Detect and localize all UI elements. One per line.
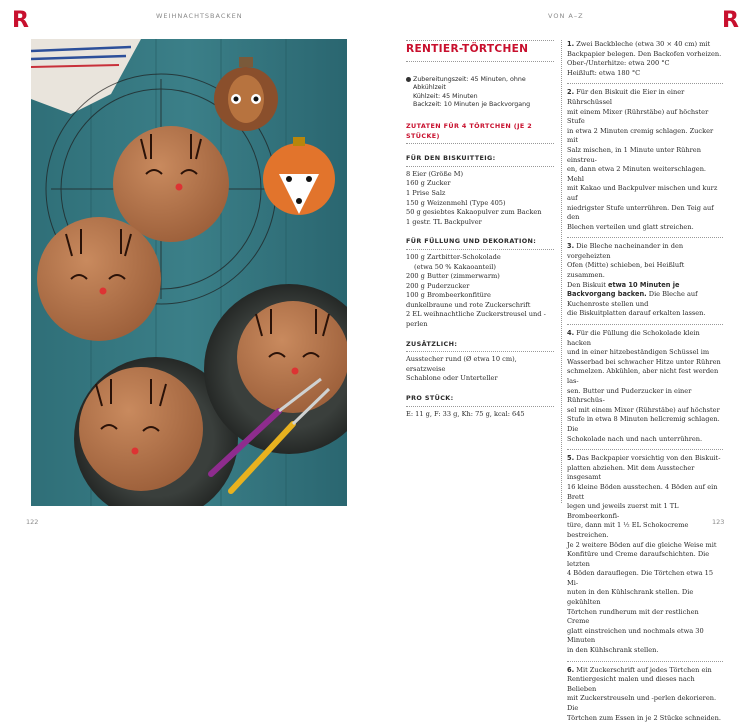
page-number-left: 122: [26, 518, 39, 526]
step-5: 5. Das Backpapier vorsichtig von den Biskuit- platten abziehen. Mit dem Ausstecher insgesamt 16 kleine Böden ausstechen. 4 Böden auf ein Brett legen und jeweils zuerst mit 1 TL Brombeerkonfi- türe, dann mit 1 ½ EL Schokocreme bestreichen. Je 2 weitere Böden auf die gleiche Weise mit Konfitüre und Creme daraufschichten. Die letzten 4 Böden darauflegen. Die Törtchen etwa 15 Mi- nuten in den Kühlschrank stellen. Die gekühlten Törtchen rundherum mit der restlichen Creme glatt einstreichen und nochmals etwa 30 Minuten in den Kühlschrank stellen.: [567, 450, 723, 661]
nutrition-info: [406, 410, 554, 420]
list-item: 1 Prise Salz: [406, 188, 446, 197]
biscuit-heading: FÜR DEN BISKUITTEIG:: [406, 154, 554, 167]
running-header-left: WEIHNACHTSBACKEN: [156, 12, 243, 20]
filling-heading: FÜR FÜLLUNG UND DEKORATION:: [406, 237, 554, 250]
list-item: 1 gestr. TL Backpulver: [406, 217, 482, 226]
cake-bottom: [79, 367, 203, 491]
step-3: 3. Die Bleche nacheinander in den vorgeheizten Ofen (Mitte) schieben, bei Heißluft zusammen. Den Biskuit etwa 10 Minuten je Backvorgang backen. Die Bleche auf Kuchenroste stellen und die Biskuitplatten darauf erkalten lassen.: [567, 238, 723, 325]
prep-time: Zubereitungszeit: 45 Minuten, ohne Abkühlzeit: [413, 75, 526, 92]
baking-time: Backzeit: 10 Minuten je Backvorgang: [413, 101, 531, 109]
cooling-time: Kühlzeit: 45 Minuten: [413, 92, 478, 100]
list-item: 160 g Zucker: [406, 179, 451, 188]
cake-right: [237, 301, 347, 413]
list-item: 150 g Weizenmehl (Type 405): [406, 198, 506, 207]
step-2: 2. Für den Biskuit die Eier in einer Rührschüssel mit einem Mixer (Rührstäbe) auf höchster Stufe in etwa 2 Minuten cremig schlagen. Zucker mit Salz mischen, in 1 Minute unter Rühren einstreu- en, dann etwa 2 Minuten weiterschlagen. Mehl mit Kakao und Backpulver mischen und kurz auf niedrigster Stufe unterrühren. Den Teig auf den Blechen verteilen und glatt streichen.: [567, 84, 723, 238]
list-item: Ausstecher rund (Ø etwa 10 cm), ersatzweise: [406, 355, 517, 373]
steps-column: [567, 40, 723, 728]
list-item: 8 Eier (Größe M): [406, 169, 464, 178]
running-header-right: VON A–Z: [548, 12, 584, 20]
page-number-right: 123: [712, 518, 725, 526]
nutrition-values: E: 11 g, F: 33 g, Kh: 75 g, kcal: 645: [406, 409, 525, 418]
ingredients-column: [406, 40, 554, 419]
time-info: [406, 76, 554, 110]
extra-heading: ZUSÄTZLICH:: [406, 340, 554, 353]
cake-left: [37, 217, 161, 341]
list-item: dunkelbraune und rote Zuckerschrift: [406, 300, 531, 309]
baking-time-highlight: etwa 10 Minuten je Backvorgang backen.: [567, 280, 680, 299]
step-1: 1. Zwei Backbleche (etwa 30 × 40 cm) mit Backpapier belegen. Den Backofen vorheizen. Ober-/Unterhitze: etwa 200 °C Heißluft: etwa 180 °C: [567, 40, 723, 84]
list-item: 200 g Puderzucker: [406, 281, 470, 290]
list-item: 2 EL weihnachtliche Zuckerstreusel und -perlen: [406, 310, 546, 329]
reindeer-cakes-illustration: [31, 39, 347, 506]
section-letter-left: R: [12, 8, 29, 33]
filling-ingredients: [406, 253, 554, 330]
extra-items: [406, 355, 554, 384]
per-piece-heading: PRO STÜCK:: [406, 394, 554, 407]
list-item: 100 g Brombeerkonfitüre: [406, 291, 491, 300]
clock-icon: [406, 77, 411, 82]
step-4: 4. Für die Füllung die Schokolade klein hacken und in einer hitzebeständigen Schüssel im Wasserbad bei schwacher Hitze unter Rühren schmelzen. Abkühlen, aber nicht fest werden las- sen. Butter und Puderzucker in einer Rührschüs- sel mit einem Mixer (Rührstäbe) auf höchster Stufe in etwa 8 Minuten hellcremig schlagen. Die Schokolade nach und nach unterrühren.: [567, 325, 723, 450]
list-item: 200 g Butter (zimmerwarm): [406, 272, 500, 281]
list-item: (etwa 50 % Kakaoanteil): [414, 262, 496, 271]
section-letter-right: R: [722, 8, 739, 33]
recipe-photo: [31, 39, 347, 506]
column-divider: [561, 40, 562, 503]
list-item: 100 g Zartbitter-Schokolade: [406, 252, 501, 261]
list-item: 50 g gesiebtes Kakaopulver zum Backen: [406, 208, 542, 217]
servings-heading: ZUTATEN FÜR 4 TÖRTCHEN (JE 2 STÜCKE): [406, 122, 554, 144]
biscuit-ingredients: [406, 170, 554, 228]
cake-top: [113, 126, 229, 242]
recipe-title: RENTIER-TÖRTCHEN: [406, 40, 554, 62]
list-item: Schablone oder Unterteller: [406, 374, 498, 383]
step-6: 6. Mit Zuckerschrift auf jedes Törtchen ein Rentiergesicht malen und dieses nach Belieben mit Zuckerstreuseln und -perlen dekorieren. Die Törtchen zum Essen in je 2 Stücke schneiden.: [567, 665, 721, 722]
